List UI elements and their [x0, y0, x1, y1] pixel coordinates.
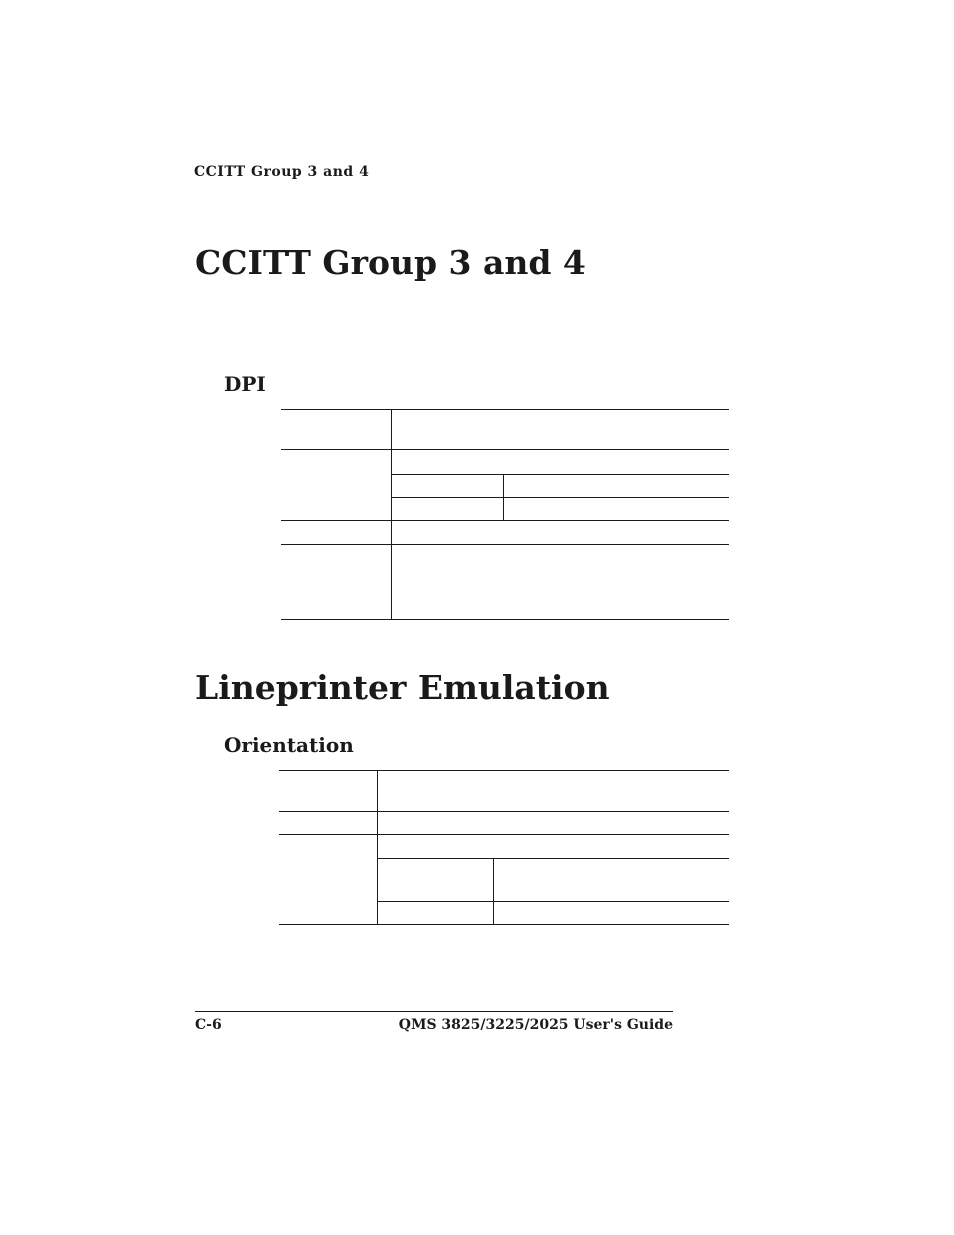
table-rule: [281, 544, 729, 545]
table-rule: [281, 520, 729, 521]
table-rule: [281, 619, 729, 620]
subsection-heading-orientation: Orientation: [224, 733, 354, 757]
footer-rule: [195, 1011, 673, 1012]
table-rule: [279, 834, 729, 835]
table-column-rule: [377, 770, 378, 924]
table-rule: [281, 449, 729, 450]
guide-title: QMS 3825/3225/2025 User's Guide: [398, 1017, 673, 1033]
running-header: CCITT Group 3 and 4: [194, 164, 370, 180]
table-rule: [391, 474, 729, 475]
page-number: C-6: [195, 1017, 222, 1033]
table-column-rule: [503, 474, 504, 520]
table-rule: [377, 858, 729, 859]
table-rule: [279, 811, 729, 812]
table-rule: [281, 409, 729, 410]
subsection-heading-dpi: DPI: [224, 372, 266, 396]
table-rule: [391, 497, 729, 498]
table-rule: [279, 770, 729, 771]
table-column-rule: [493, 858, 494, 924]
table-column-rule: [391, 409, 392, 619]
table-rule: [279, 924, 729, 925]
section-title-lineprinter: Lineprinter Emulation: [195, 668, 610, 707]
section-title-ccitt: CCITT Group 3 and 4: [195, 243, 586, 282]
table-rule: [377, 901, 729, 902]
